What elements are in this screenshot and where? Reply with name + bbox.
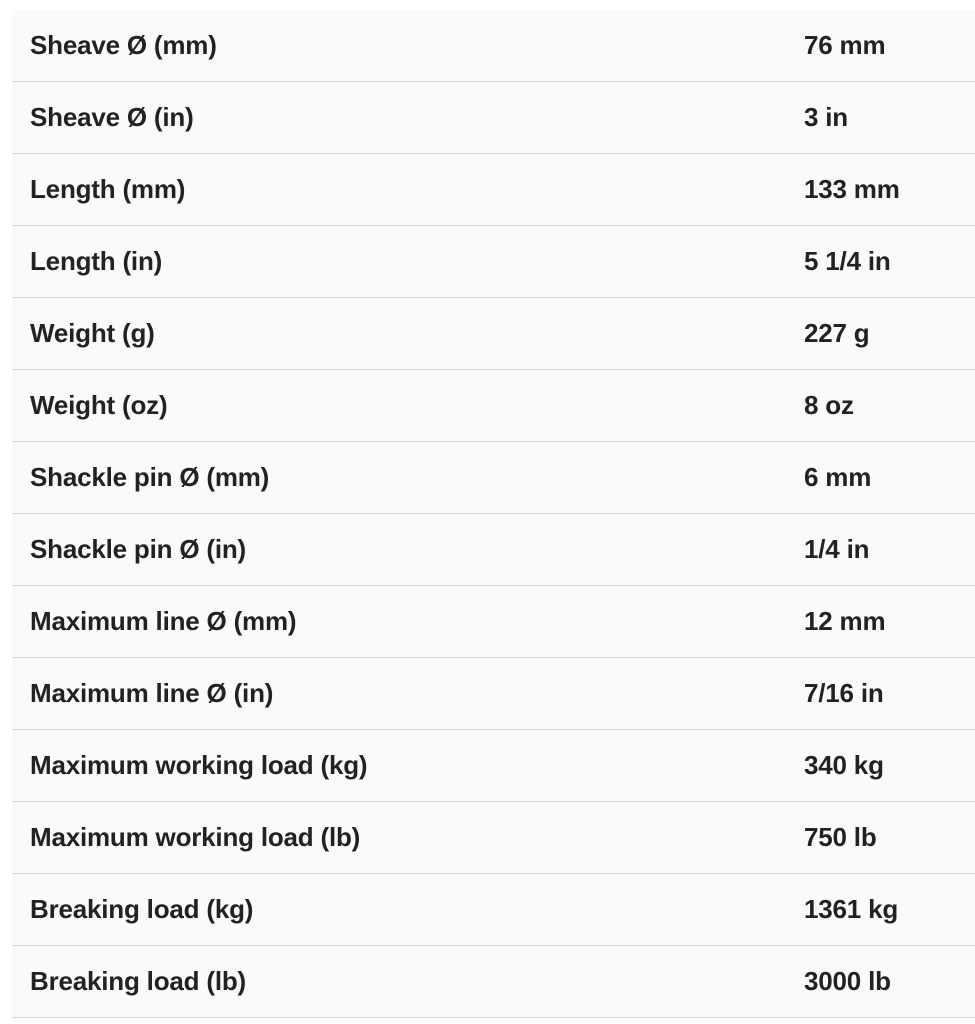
- spec-label: Maximum line Ø (mm): [30, 606, 297, 636]
- spec-row: [12, 370, 975, 442]
- spec-label: Maximum line Ø (in): [30, 678, 274, 708]
- spec-label: Shackle pin Ø (mm): [30, 462, 270, 492]
- spec-value: 6 mm: [804, 462, 872, 492]
- spec-label: Weight (g): [30, 318, 155, 348]
- spec-row: [12, 658, 975, 730]
- spec-value: 7/16 in: [804, 678, 884, 708]
- spec-row: [12, 946, 975, 1018]
- spec-row: [12, 874, 975, 946]
- spec-value: 750 lb: [804, 822, 877, 852]
- spec-row: [12, 10, 975, 82]
- spec-table: [12, 10, 975, 1018]
- spec-row: [12, 298, 975, 370]
- spec-value: 12 mm: [804, 606, 886, 636]
- spec-value: 133 mm: [804, 174, 900, 204]
- spec-value: 340 kg: [804, 750, 884, 780]
- spec-value: 1/4 in: [804, 534, 870, 564]
- spec-row: [12, 82, 975, 154]
- spec-label: Breaking load (lb): [30, 966, 246, 996]
- spec-value: 1361 kg: [804, 894, 899, 924]
- spec-row: [12, 154, 975, 226]
- spec-row: [12, 442, 975, 514]
- spec-label: Breaking load (kg): [30, 894, 254, 924]
- spec-label: Length (in): [30, 246, 163, 276]
- spec-value: 76 mm: [804, 30, 886, 60]
- spec-label: Maximum working load (kg): [30, 750, 368, 780]
- spec-row: [12, 586, 975, 658]
- spec-label: Sheave Ø (in): [30, 102, 194, 132]
- spec-value: 5 1/4 in: [804, 246, 891, 276]
- spec-value: 8 oz: [804, 390, 854, 420]
- spec-label: Weight (oz): [30, 390, 168, 420]
- spec-row: [12, 730, 975, 802]
- spec-label: Sheave Ø (mm): [30, 30, 217, 60]
- spec-row: [12, 802, 975, 874]
- spec-row: [12, 226, 975, 298]
- spec-label: Length (mm): [30, 174, 186, 204]
- spec-label: Shackle pin Ø (in): [30, 534, 246, 564]
- spec-row: [12, 514, 975, 586]
- spec-value: 227 g: [804, 318, 870, 348]
- spec-value: 3 in: [804, 102, 848, 132]
- spec-value: 3000 lb: [804, 966, 891, 996]
- spec-label: Maximum working load (lb): [30, 822, 361, 852]
